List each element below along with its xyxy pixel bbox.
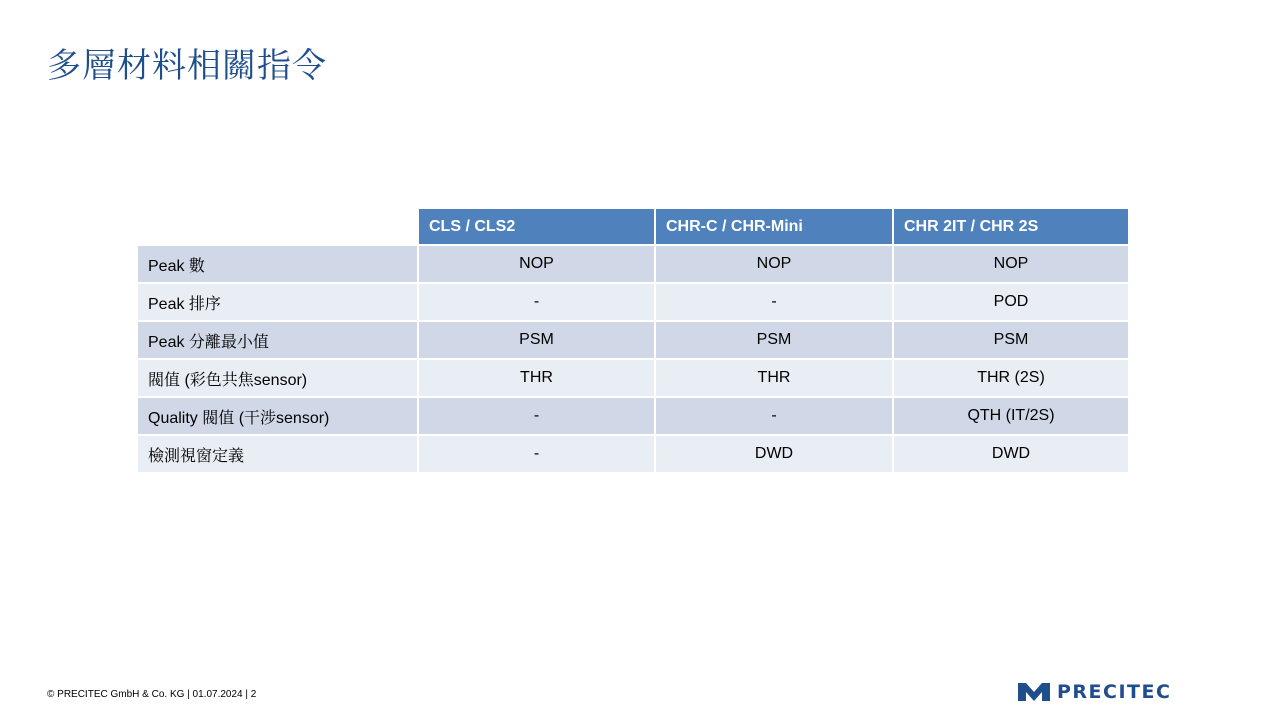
table-header-cls: CLS / CLS2 xyxy=(419,209,656,246)
table-cell: THR xyxy=(419,360,656,398)
table-row xyxy=(138,322,1130,360)
table-cell: PSM xyxy=(419,322,656,360)
table-cell: PSM xyxy=(894,322,1130,360)
footer-copyright: © PRECITEC GmbH & Co. KG | 01.07.2024 | 2 xyxy=(47,689,257,700)
table-cell: DWD xyxy=(894,436,1130,474)
table-cell: - xyxy=(419,436,656,474)
table-row xyxy=(138,284,1130,322)
command-table xyxy=(138,209,1130,474)
table-cell: THR xyxy=(656,360,894,398)
row-label: Peak 數 xyxy=(138,246,419,284)
table-cell: QTH (IT/2S) xyxy=(894,398,1130,436)
table-header-chr-c: CHR-C / CHR-Mini xyxy=(656,209,894,246)
table-cell: - xyxy=(419,398,656,436)
table-row xyxy=(138,436,1130,474)
table-cell: THR (2S) xyxy=(894,360,1130,398)
table-cell: NOP xyxy=(656,246,894,284)
table-cell: NOP xyxy=(894,246,1130,284)
row-label: Peak 分離最小值 xyxy=(138,322,419,360)
row-label: 閥值 (彩色共焦sensor) xyxy=(138,360,419,398)
table-header-corner xyxy=(138,209,419,246)
table-cell: - xyxy=(656,284,894,322)
row-label: Quality 閥值 (干涉sensor) xyxy=(138,398,419,436)
row-label: Peak 排序 xyxy=(138,284,419,322)
table-cell: PSM xyxy=(656,322,894,360)
table-cell: DWD xyxy=(656,436,894,474)
table-cell: POD xyxy=(894,284,1130,322)
table-row xyxy=(138,246,1130,284)
slide-title: 多層材料相關指令 xyxy=(47,46,327,86)
table-row xyxy=(138,398,1130,436)
precitec-logo-mark-icon xyxy=(1018,683,1050,701)
precitec-logo xyxy=(1018,682,1171,702)
row-label: 檢測視窗定義 xyxy=(138,436,419,474)
table-row xyxy=(138,360,1130,398)
logo-wordmark: PRECITEC xyxy=(1057,681,1172,703)
table-cell: NOP xyxy=(419,246,656,284)
table-header-row xyxy=(138,209,1130,246)
table-cell: - xyxy=(419,284,656,322)
table-header-chr-2it: CHR 2IT / CHR 2S xyxy=(894,209,1130,246)
table-cell: - xyxy=(656,398,894,436)
